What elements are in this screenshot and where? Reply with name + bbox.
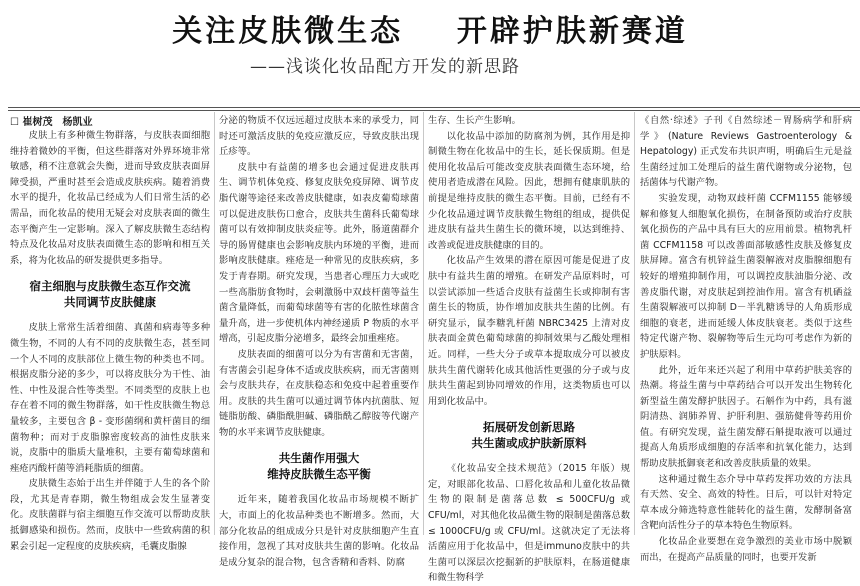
top-rule-double [8, 110, 860, 111]
paragraph: 皮肤上常常生活着细菌、真菌和病毒等多种微生物，不同的人有不同的皮肤微生态，甚至同一个人不同的皮肤部位上微生物的种类也不同。根据皮脂分泌的多少，可以将皮肤分为干性、油性、中性及混合性等类型。不同类型的皮肤上也存在着不同的微生物群落，如干性皮肤微生物总量较多，主要包含 β - 变形菌纲和黄杆菌目的细菌物种；而对于皮脂腺密度较高的油性皮肤来说，皮脂中的脂质大量堆积，主要有葡萄球菌和痤疮丙酸杆菌等消耗脂质的细菌。 [10, 322, 210, 474]
paragraph: 《化妆品安全技术规范》（2015 年版）规定，对眼部化妆品、口唇化妆品和儿童化妆品微生物的限制是菌落总数 ≤ 500CFU/g 或 CFU/ml，对其他化妆品微生物的限制是菌落总数 ≤ 1000CFU/g 或 CFU/ml。这就决定了无法将活菌应用于化妆品中，但是immuno皮肤中的共生菌可以深层次挖掘新的护肤原料，在肠道健康和微生物科学 [428, 463, 630, 584]
paragraph: 生存、生长产生影响。 [428, 115, 521, 126]
paragraph: 《自然·综述》子刊《自然综述－胃肠病学和肝病学》(Nature Reviews Gastroenterology & Hepatology) 正式发布共识声明，明确后生元是益生菌经过加工处理后的益生菌代谢物或分泌物，包括菌体与代谢产物。 [640, 115, 852, 189]
paragraph: 皮肤微生态始于出生并伴随于人生的各个阶段，尤其是青春期，微生物组成会发生显著变化。皮肤菌群与宿主细胞互作交流可以帮助皮肤抵御感染和损伤。然而，皮肤中一些致病菌的积累会引起一定程度的皮肤疾病，毛囊皮脂腺 [10, 478, 210, 552]
column-divider [214, 112, 215, 535]
column-2 [219, 113, 419, 568]
paragraph: 这种通过微生态介导中草药发挥功效的方法具有天然、安全、高效的特性。日后，可以针对特定草本成分筛选特意性能转化的益生菌，发酵制备富含靶向活性分子的草本特色生物原料。 [640, 473, 852, 532]
column-divider [634, 112, 635, 535]
article-subtitle: ——浅谈化妆品配方开发的新思路 [250, 57, 520, 77]
column-3 [428, 113, 630, 584]
paragraph: 以化妆品中添加的防腐剂为例，其作用是抑制微生物在化妆品中的生长，延长保质期。但是使用化妆品后可能改变皮肤表面微生态环境，给使用者造成潜在风险。因此，想拥有健康肌肤的前提是维持皮肤的微生态平衡。目前，已经有不少化妆品通过调节皮肤微生物组的组成，提供促进皮肤有益共生菌生长的微环境，以达到维持、改善或促进皮肤健康的目的。 [428, 130, 630, 251]
column-1 [10, 128, 210, 550]
paragraph: 此外，近年来还兴起了利用中草药护肤美容的热潮。将益生菌与中草药结合可以开发出生物转化新型益生菌发酵护肤因子。石斛作为中药，具有滋阴清热、润肺养胃、护肝利胆、强筋健骨等药用价值。有研究发现，益生菌发酵石斛提取液可以通过提高人角质形成细胞的存活率和抗氧化能力，达到帮助皮肤抵御衰老和改善皮肤质量的效果。 [640, 364, 852, 470]
paragraph: 皮肤上有多种微生物群落，与皮肤表面细胞维持着微妙的平衡，但这些群落对外界环境非常敏感，稍不注意就会失衡，进而导致皮肤表面屏障受损，严重时甚至会造成皮肤疾病。随着消费水平的提升，化妆品已经成为人们日常生活的必需品，而化妆品的使用无疑会对皮肤表面的微生态平衡产生一定影响。深入了解皮肤微生态结构特点及化妆品对皮肤表面微生态的影响和相互关系，将为化妆品的研发提供更多指导。 [10, 130, 210, 266]
paragraph: 化妆品产生效果的潜在原因可能是促进了皮肤中有益共生菌的增殖。在研发产品原料时，可以尝试添加一些适合皮肤有益菌生长或抑制有害菌生长的物质，协作增加皮肤共生菌的比例。有研究显示，鼠李糖乳杆菌 NBRC3425 上清对皮肤表面金黄色葡萄球菌的抑制效果与乙酸处理相近。同样，一些大分子或草本提取成分可以被皮肤共生菌代谢转化成其他活性更强的分子或与皮肤共生菌起到协同增效的作用，这类物质也可以用到化妆品中。 [428, 255, 630, 407]
paragraph: 实验发现，动物双歧杆菌 CCFM1155 能够缓解和修复人细胞氧化损伤，在制备预防或治疗皮肤氧化损伤的产品中具有巨大的应用前景。植物乳杆菌 CCFM1158 可以改善面部敏感性皮肤及修复皮肤屏障。富含有机锌益生菌裂解液对皮脂腺细胞有较好的增殖抑制作用，可以调控皮肤油脂分泌、改善皮脂代谢，对皮肤起到控油作用。富含有机硒益生菌裂解液可以抑制 D－半乳糖诱导的人角质形成细胞的衰老，进而延缓人体皮肤衰老。类似于这些特定代谢产物、裂解物等后生元均可考虑作为新的护肤原料。 [640, 192, 852, 360]
top-rule [8, 107, 860, 108]
section-heading: 宿主细胞与皮肤微生态互作交流 共同调节皮肤健康 [29, 279, 191, 310]
column-divider [423, 112, 424, 535]
section-heading: 拓展研发创新思路 共生菌或成护肤新原料 [471, 420, 587, 451]
paragraph: 分泌的物质不仅远远超过皮肤本来的承受力，同时还可激活皮肤的免疫应激反应，导致皮肤出现丘疹等。 [219, 115, 419, 158]
section-heading: 共生菌作用强大 维持皮肤微生态平衡 [267, 451, 371, 482]
paragraph: 近年来，随着我国化妆品市场规模不断扩大，市面上的化妆品种类也不断增多。然而，大部分化妆品的组成成分只是针对皮肤细胞产生直接作用，忽视了其对皮肤共生菌的影响。化妆品是成分复杂的混合物，包含香精和香料、防腐 [219, 494, 419, 568]
paragraph: 化妆品企业要想在竞争激烈的美业市场中脱颖而出，在提高产品质量的同时，也要开发新 [640, 536, 852, 563]
column-4 [640, 113, 852, 563]
article-title: 关注皮肤微生态 开辟护肤新赛道 [172, 14, 688, 49]
paragraph: 皮肤表面的细菌可以分为有害菌和无害菌，有害菌会引起身体不适或皮肤疾病，而无害菌则会与皮肤共存，在皮肤稳态和免疫中起着重要作用。皮肤的共生菌可以通过调节体内抗菌肽、短链脂肪酸、磷脂酰胆碱、磷脂酰乙醇胺等代谢产物的水平来调节皮肤健康。 [219, 348, 419, 438]
article-authors: ☐ 崔树茂 杨凯业 [10, 117, 93, 128]
paragraph: 皮肤中有益菌的增多也会通过促进皮肤再生、调节机体免疫、修复皮肤免疫屏障、调节皮脂代谢等途径来改善皮肤健康，如表皮葡萄球菌可以促进皮肤伤口愈合，皮肤共生菌科氏葡萄球菌可以有效抑制皮肤炎症等。此外，肠道菌群介导的肠胃健康也会影响皮肤内环境的平衡，进而影响皮肤健康。痤疮是一种常见的皮肤疾病，多发于青春期。研究发现，当患者心理压力大或吃一些高脂肪食物时，会刺激肠中双歧杆菌等益生菌含量降低，而葡萄球菌等有害的化脓性球菌含量升高，进一步使机体内神经递质 P 物质的水平增高，引起皮脂分泌增多，最终会加重痤疮。 [219, 161, 419, 345]
